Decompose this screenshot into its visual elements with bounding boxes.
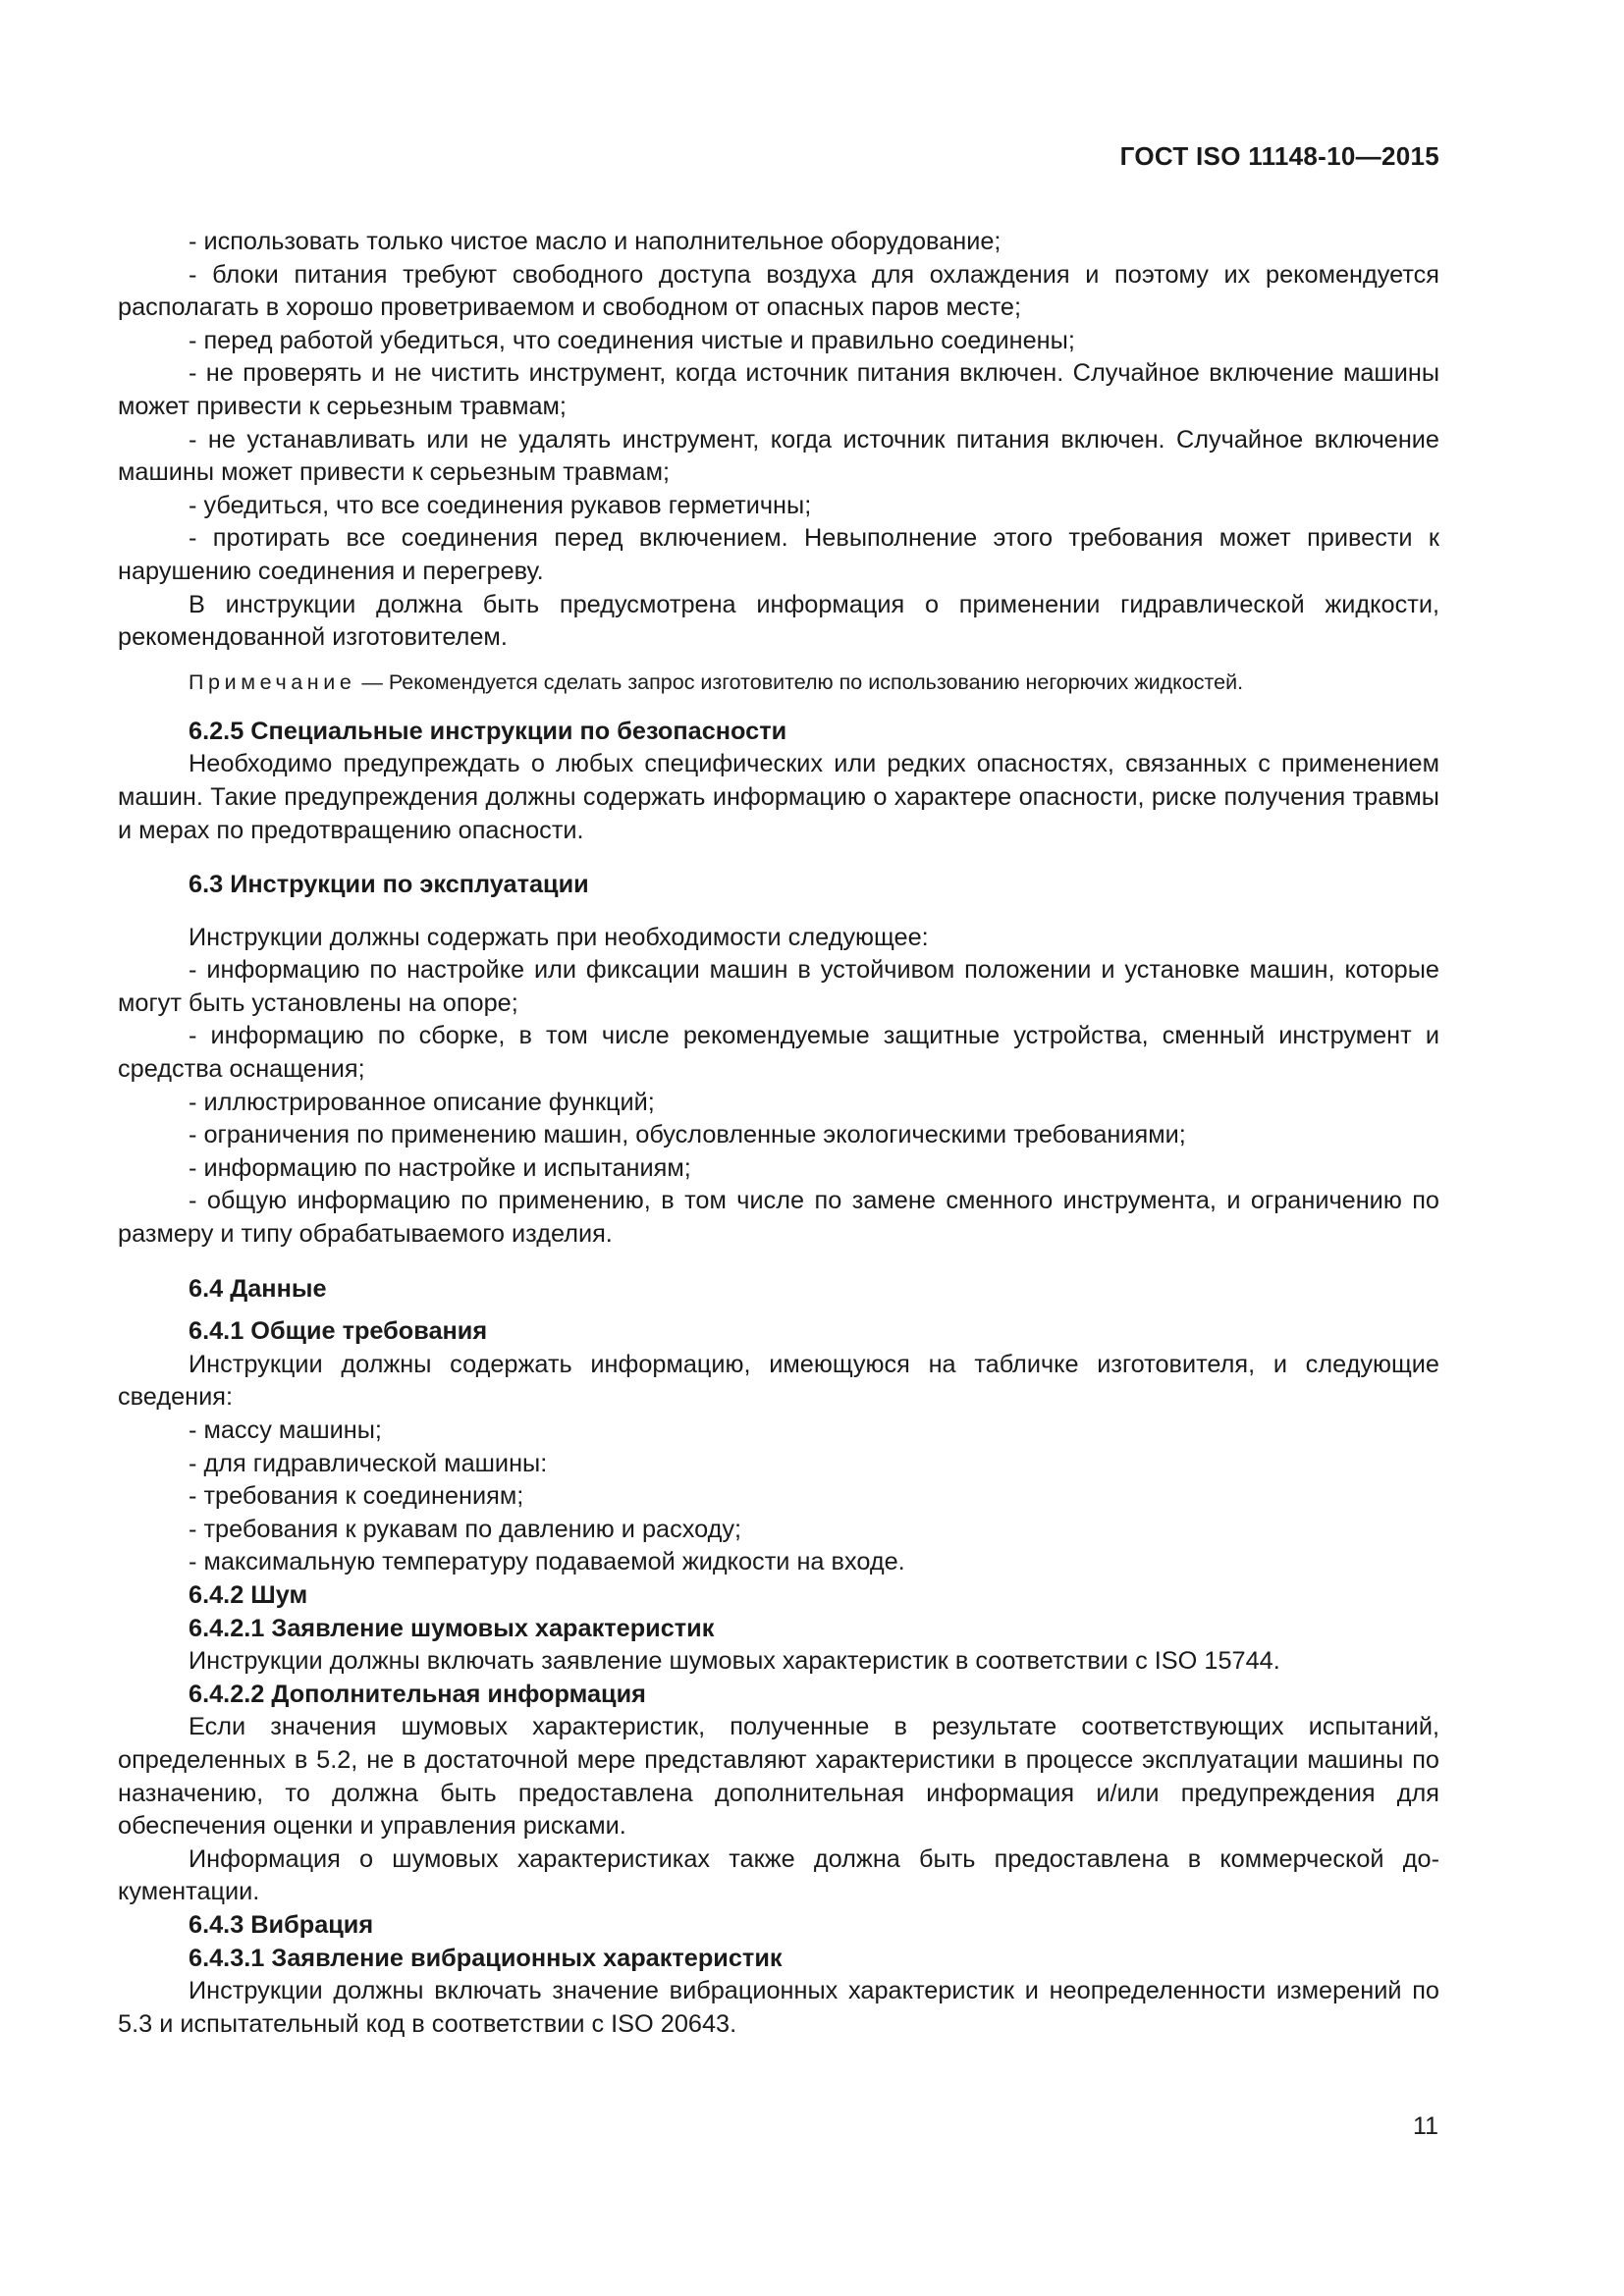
- section-heading-6-4-2-1: 6.4.2.1 Заявление шумовых характеристик: [189, 1614, 715, 1642]
- paragraph: Инструкции должны содержать при необходимости следующее:: [189, 923, 929, 951]
- paragraph: Инструкции должны включать заявление шумовых характеристик в соответствии с ISO 15744.: [189, 1647, 1280, 1676]
- list-item: - блоки питания требуют свободного доступа воздуха для охлаждения и поэтому их рекомендуется располагать в хорошо проветриваемом и свободном от опасных паров месте;: [118, 260, 1439, 322]
- list-item: - не устанавливать или не удалять инструмент, когда источник питания включен. Случайное включение машины может привести к серьезным травмам;: [118, 425, 1439, 487]
- list-item: - требования к рукавам по давлению и расходу;: [189, 1515, 742, 1543]
- section-heading-6-2-5: 6.2.5 Специальные инструкции по безопасности: [189, 717, 787, 745]
- section-heading-6-4-2: 6.4.2 Шум: [189, 1580, 308, 1609]
- list-item: - общую информацию по применению, в том числе по замене сменного инструмента, и ограничению по размеру и типу обрабатываемого изделия.: [118, 1187, 1439, 1249]
- list-item: - использовать только чистое масло и наполнительное оборудование;: [189, 228, 1001, 255]
- page-number: 11: [1413, 2112, 1438, 2140]
- list-item: - перед работой убедиться, что соединения чистые и правильно соединены;: [189, 326, 1075, 354]
- list-item: - информацию по настройке и испытаниям;: [189, 1153, 691, 1182]
- paragraph: Необходимо предупреждать о любых специфических или редких опасностях, связанных с применением машин. Такие предупреждения должны содержать информацию о характере опасности, риске получения травмы и мерах по предотвращению опасности.: [118, 750, 1439, 844]
- list-item: - протирать все соединения перед включением. Невыполнение этого требования может привести к нарушению соединения и перегреву.: [118, 524, 1439, 585]
- note-text: — Рекомендуется сделать запрос изготовителю по использованию негорючих жидкостей.: [355, 669, 1244, 694]
- section-heading-6-4-2-2: 6.4.2.2 Дополнительная информация: [189, 1680, 646, 1708]
- note-label: Примечание: [189, 669, 356, 694]
- list-item: - информацию по настройке или фиксации машин в устойчивом положении и установке машин, которые могут быть установлены на опоре;: [118, 956, 1439, 1017]
- list-item: - массу машины;: [189, 1416, 382, 1444]
- list-item: - информацию по сборке, в том числе рекомендуемые защитные устройства, сменный инструмент и средства оснащения;: [118, 1022, 1439, 1084]
- list-item: - не проверять и не чистить инструмент, когда источник питания включен. Случайное включение машины может привести к серьезным травмам;: [118, 359, 1439, 420]
- paragraph: В инструкции должна быть предусмотрена информация о применении гидравлической жидкости, рекомендованной изготовителем.: [118, 590, 1439, 652]
- section-heading-6-3: 6.3 Инструкции по эксплуатации: [189, 871, 589, 899]
- section-heading-6-4-1: 6.4.1 Общие требования: [189, 1317, 488, 1346]
- list-item: - убедиться, что все соединения рукавов герметичны;: [189, 491, 812, 519]
- page-body: [118, 226, 1439, 2041]
- paragraph: Инструкции должны включать значение вибрационных характеристик и неопределенности измерений по 5.3 и испытательный код в соответствии с ISO 20643.: [118, 1977, 1439, 2038]
- standard-designation: ГОСТ ISO 11148-10—2015: [1119, 141, 1439, 171]
- list-item: - требования к соединениям;: [189, 1482, 524, 1511]
- section-heading-6-4-3: 6.4.3 Вибрация: [189, 1910, 374, 1939]
- section-heading-6-4-3-1: 6.4.3.1 Заявление вибрационных характеристик: [189, 1944, 783, 1972]
- note: [118, 668, 1439, 696]
- list-item: - максимальную температуру подаваемой жидкости на входе.: [189, 1548, 905, 1576]
- paragraph: Инструкции должны содержать информацию, имеющуюся на табличке изготовителя, и следующие сведения:: [118, 1350, 1439, 1412]
- section-heading-6-4: 6.4 Данные: [189, 1274, 327, 1303]
- list-item: - ограничения по применению машин, обусловленные экологическими требованиями;: [189, 1121, 1186, 1149]
- list-item: - для гидравлической машины:: [189, 1449, 548, 1477]
- paragraph: Если значения шумовых характеристик, полученные в результате соответствующих испытаний, определенных в 5.2, не в достаточной мере представляют характеристики в процессе эксплуатации машины по назначению, то должна быть предоставлена дополнительная информация и/или предупреждения для обеспечения оценки и управления рисками.: [118, 1713, 1439, 1841]
- list-item: - иллюстрированное описание функций;: [189, 1088, 655, 1116]
- paragraph: Информация о шумовых характеристиках также должна быть предоставлена в коммерческой документации.: [118, 1844, 1439, 1906]
